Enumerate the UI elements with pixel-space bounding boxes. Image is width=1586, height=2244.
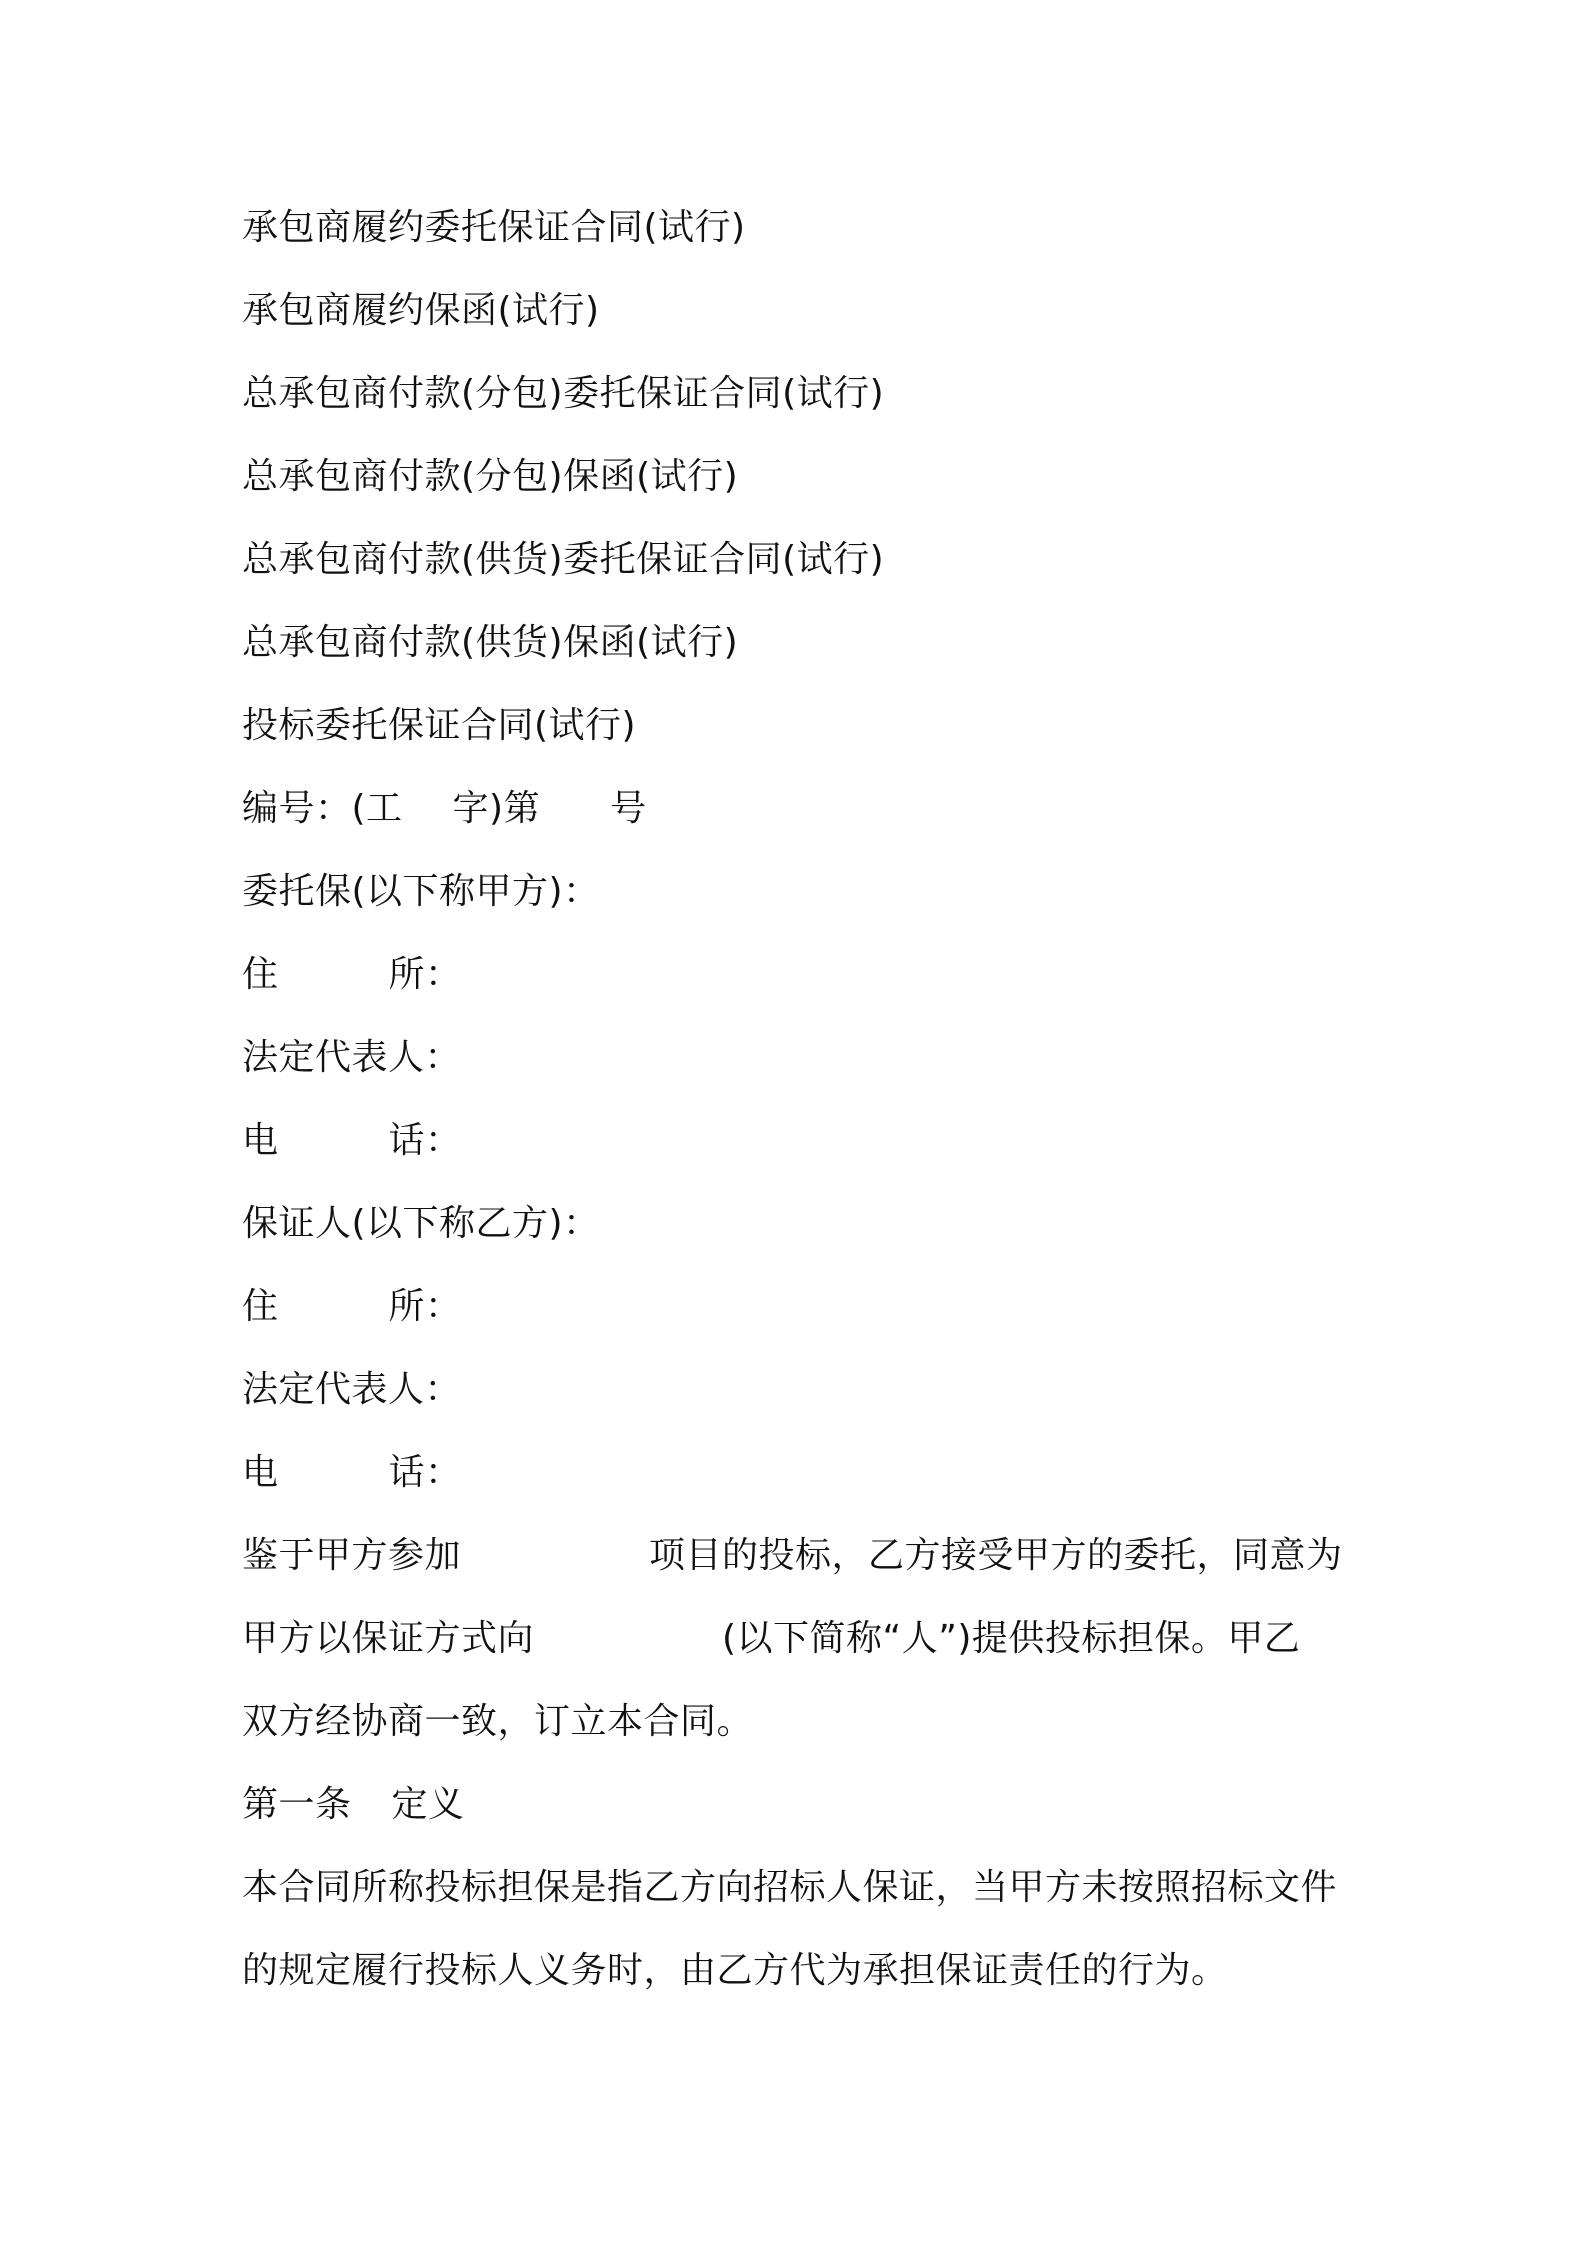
number-end: 号 — [610, 788, 647, 829]
preamble-line-2 — [242, 1611, 1352, 1694]
document-body — [242, 200, 1352, 2026]
list-item: 承包商履约委托保证合同(试行) — [242, 207, 746, 248]
article-text-line-1: 本合同所称投标担保是指乙方向招标人保证，当甲方未按照招标文件 — [242, 1867, 1338, 1908]
party-b-address — [242, 1279, 1352, 1362]
phone-label-b: 话： — [388, 1452, 462, 1493]
preamble-text: 甲方以保证方式向 — [242, 1618, 535, 1659]
party-a-address — [242, 947, 1352, 1030]
party-a-representative: 法定代表人： — [242, 1037, 462, 1078]
preamble-text: 项目的投标，乙方接受甲方的委托，同意为 — [649, 1535, 1343, 1576]
list-item: 总承包商付款(供货)保函(试行) — [242, 622, 739, 663]
party-a-phone — [242, 1113, 1352, 1196]
list-item: 总承包商付款(供货)委托保证合同(试行) — [242, 539, 885, 580]
preamble-text: 鉴于甲方参加 — [242, 1535, 462, 1576]
address-label-a: 住 — [242, 954, 279, 995]
party-b-title: 保证人(以下称乙方)： — [242, 1203, 600, 1244]
article-title: 定义 — [391, 1784, 465, 1825]
number-label: 编号：(工 — [242, 788, 403, 829]
list-item: 承包商履约保函(试行) — [242, 290, 600, 331]
party-b-representative: 法定代表人： — [242, 1369, 462, 1410]
party-b-phone — [242, 1445, 1352, 1528]
phone-label-b: 话： — [388, 1120, 462, 1161]
contract-number — [242, 781, 1352, 864]
address-label-b: 所： — [388, 1286, 462, 1327]
list-item: 投标委托保证合同(试行) — [242, 705, 637, 746]
preamble-line-3: 双方经协商一致，订立本合同。 — [242, 1701, 754, 1742]
phone-label-a: 电 — [242, 1452, 279, 1493]
list-item: 总承包商付款(分包)委托保证合同(试行) — [242, 373, 885, 414]
address-label-b: 所： — [388, 954, 462, 995]
article-number: 第一条 — [242, 1784, 352, 1825]
party-a-title: 委托保(以下称甲方)： — [242, 871, 600, 912]
article-text-line-2: 的规定履行投标人义务时，由乙方代为承担保证责任的行为。 — [242, 1950, 1228, 1991]
preamble-line-1 — [242, 1528, 1352, 1611]
list-item: 总承包商付款(分包)保函(试行) — [242, 456, 739, 497]
number-mid: 字)第 — [452, 788, 541, 829]
article-heading — [242, 1777, 1352, 1860]
address-label-a: 住 — [242, 1286, 279, 1327]
phone-label-a: 电 — [242, 1120, 279, 1161]
preamble-text: (以下简称“人”)提供投标担保。甲乙 — [722, 1618, 1301, 1659]
